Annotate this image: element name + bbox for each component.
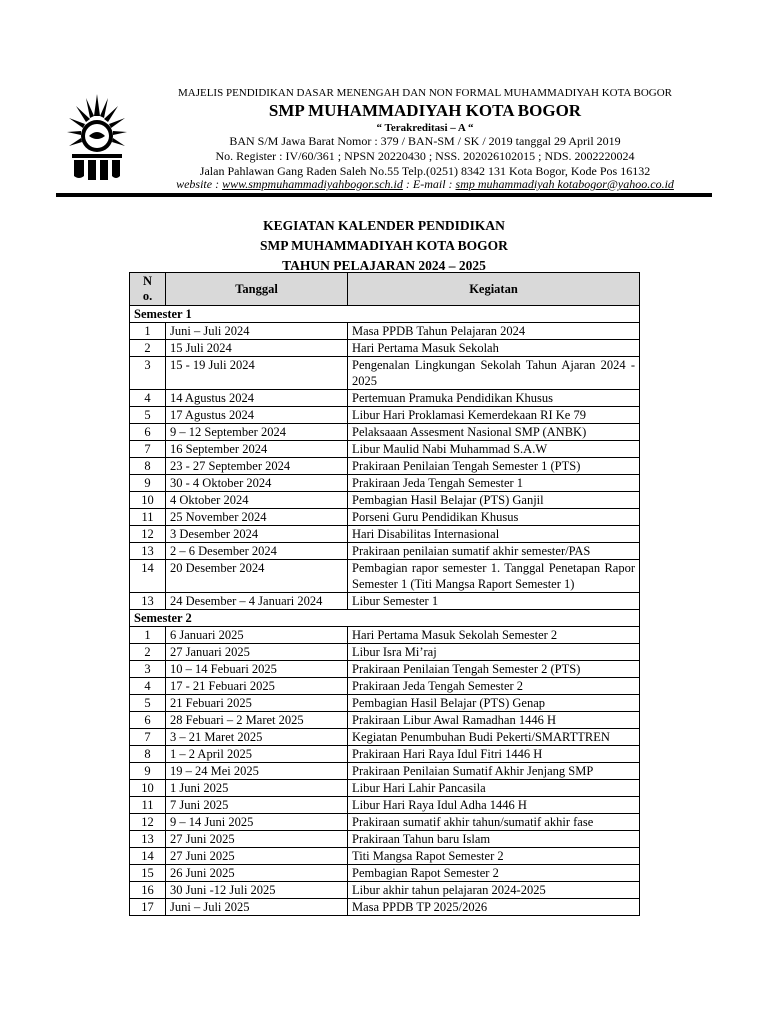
table-row [130,882,640,899]
row-number: 5 [130,695,166,712]
table-row [130,746,640,763]
row-activity: Prakiraan penilaian sumatif akhir semester/PAS [348,543,640,560]
row-number: 3 [130,357,166,390]
row-activity: Libur Hari Raya Idul Adha 1446 H [348,797,640,814]
table-row [130,865,640,882]
row-date: 28 Febuari – 2 Maret 2025 [166,712,348,729]
row-activity: Prakiraan Tahun baru Islam [348,831,640,848]
table-row [130,712,640,729]
row-date: 21 Febuari 2025 [166,695,348,712]
website-link[interactable]: www.smpmuhammadiyahbogor.sch.id [222,177,403,191]
table-row [130,814,640,831]
row-number: 11 [130,797,166,814]
contact-line [140,177,710,192]
row-activity: Libur Isra Mi’raj [348,644,640,661]
table-row [130,593,640,610]
row-activity: Hari Disabilitas Internasional [348,526,640,543]
row-number: 2 [130,644,166,661]
row-date: Juni – Juli 2024 [166,323,348,340]
row-date: 16 September 2024 [166,441,348,458]
row-activity: Libur Hari Lahir Pancasila [348,780,640,797]
table-row [130,475,640,492]
table-row [130,848,640,865]
row-activity: Pengenalan Lingkungan Sekolah Tahun Ajaran 2024 - 2025 [348,357,640,390]
column-header-date: Tanggal [166,273,348,306]
table-row [130,424,640,441]
row-number: 17 [130,899,166,916]
table-row [130,543,640,560]
row-activity: Pelaksaaan Assesment Nasional SMP (ANBK) [348,424,640,441]
table-row [130,780,640,797]
row-activity: Pertemuan Pramuka Pendidikan Khusus [348,390,640,407]
row-number: 12 [130,814,166,831]
row-date: 6 Januari 2025 [166,627,348,644]
table-row [130,509,640,526]
row-number: 15 [130,865,166,882]
table-row [130,526,640,543]
table-header-row [130,273,640,306]
table-row [130,695,640,712]
row-date: 9 – 14 Juni 2025 [166,814,348,831]
row-activity: Porseni Guru Pendidikan Khusus [348,509,640,526]
column-header-no [130,273,166,306]
row-activity: Pembagian rapor semester 1. Tanggal Penetapan Rapor Semester 1 (Titi Mangsa Raport Semester 1) [348,560,640,593]
row-date: 2 – 6 Desember 2024 [166,543,348,560]
table-body [130,306,640,916]
school-name: SMP MUHAMMADIYAH KOTA BOGOR [268,101,582,120]
row-date: 27 Juni 2025 [166,831,348,848]
row-activity: Prakiraan Hari Raya Idul Fitri 1446 H [348,746,640,763]
row-number: 11 [130,509,166,526]
row-date: 30 - 4 Oktober 2024 [166,475,348,492]
row-activity: Masa PPDB Tahun Pelajaran 2024 [348,323,640,340]
row-number: 9 [130,475,166,492]
email-label: : E-mail : [402,177,456,191]
row-date: 1 Juni 2025 [166,780,348,797]
row-activity: Pembagian Rapot Semester 2 [348,865,640,882]
row-activity: Libur akhir tahun pelajaran 2024-2025 [348,882,640,899]
row-activity: Prakiraan Penilaian Tengah Semester 2 (PTS) [348,661,640,678]
row-number: 4 [130,390,166,407]
table-row [130,458,640,475]
table-row [130,323,640,340]
table-row [130,407,640,424]
calendar-table [129,272,640,916]
row-activity: Prakiraan sumatif akhir tahun/sumatif akhir fase [348,814,640,831]
row-date: Juni – Juli 2025 [166,899,348,916]
semester-header-row [130,610,640,627]
row-activity: Prakiraan Libur Awal Ramadhan 1446 H [348,712,640,729]
row-date: 17 Agustus 2024 [166,407,348,424]
row-number: 13 [130,593,166,610]
row-activity: Kegiatan Penumbuhan Budi Pekerti/SMARTTREN [348,729,640,746]
row-date: 26 Juni 2025 [166,865,348,882]
row-number: 16 [130,882,166,899]
row-date: 19 – 24 Mei 2025 [166,763,348,780]
header-no-line1: N [142,274,153,288]
row-date: 3 Desember 2024 [166,526,348,543]
row-date: 30 Juni -12 Juli 2025 [166,882,348,899]
row-number: 9 [130,763,166,780]
row-date: 25 November 2024 [166,509,348,526]
muhammadiyah-logo-icon [66,92,128,182]
table-row [130,729,640,746]
row-activity: Masa PPDB TP 2025/2026 [348,899,640,916]
row-number: 7 [130,729,166,746]
row-number: 4 [130,678,166,695]
letterhead-divider [56,193,712,197]
document-subtitle-year: TAHUN PELAJARAN 2024 – 2025 [282,258,486,273]
organization-name: MAJELIS PENDIDIKAN DASAR MENENGAH DAN NON FORMAL MUHAMMADIYAH KOTA BOGOR [177,87,673,99]
school-address: Jalan Pahlawan Gang Raden Saleh No.55 Telp.(0251) 8342 131 Kota Bogor, Kode Pos 16132 [199,164,651,178]
row-date: 1 – 2 April 2025 [166,746,348,763]
row-date: 17 - 21 Febuari 2025 [166,678,348,695]
row-number: 1 [130,627,166,644]
row-date: 15 Juli 2024 [166,340,348,357]
table-row [130,797,640,814]
row-activity: Pembagian Hasil Belajar (PTS) Ganjil [348,492,640,509]
row-date: 4 Oktober 2024 [166,492,348,509]
website-label: website : [176,177,223,191]
ban-decree: BAN S/M Jawa Barat Nomor : 379 / BAN-SM / SK / 2019 tanggal 29 April 2019 [229,134,621,148]
table-row [130,644,640,661]
semester-header-row [130,306,640,323]
table-row [130,357,640,390]
row-activity: Hari Pertama Masuk Sekolah [348,340,640,357]
row-date: 24 Desember – 4 Januari 2024 [166,593,348,610]
row-number: 13 [130,543,166,560]
table-row [130,661,640,678]
row-date: 15 - 19 Juli 2024 [166,357,348,390]
row-number: 8 [130,746,166,763]
row-number: 14 [130,560,166,593]
row-date: 27 Juni 2025 [166,848,348,865]
row-number: 3 [130,661,166,678]
row-number: 6 [130,712,166,729]
row-activity: Pembagian Hasil Belajar (PTS) Genap [348,695,640,712]
semester-label: Semester 1 [130,306,640,323]
row-number: 13 [130,831,166,848]
row-date: 9 – 12 September 2024 [166,424,348,441]
row-activity: Prakiraan Jeda Tengah Semester 2 [348,678,640,695]
row-date: 20 Desember 2024 [166,560,348,593]
table-row [130,492,640,509]
column-header-activity: Kegiatan [348,273,640,306]
row-activity: Libur Hari Proklamasi Kemerdekaan RI Ke 79 [348,407,640,424]
table-row [130,678,640,695]
row-number: 2 [130,340,166,357]
registration-numbers: No. Register : IV/60/361 ; NPSN 20220430 ; NSS. 202026102015 ; NDS. 2002220024 [215,149,635,163]
row-activity: Prakiraan Penilaian Tengah Semester 1 (PTS) [348,458,640,475]
row-number: 12 [130,526,166,543]
row-number: 7 [130,441,166,458]
table-row [130,831,640,848]
row-date: 3 – 21 Maret 2025 [166,729,348,746]
table-row [130,441,640,458]
table-row [130,390,640,407]
row-date: 27 Januari 2025 [166,644,348,661]
row-number: 1 [130,323,166,340]
table-row [130,763,640,780]
table-row [130,560,640,593]
semester-label: Semester 2 [130,610,640,627]
row-number: 10 [130,492,166,509]
row-date: 7 Juni 2025 [166,797,348,814]
email-link[interactable]: smp muhammadiyah kotabogor@yahoo.co.id [455,177,674,191]
table-row [130,899,640,916]
row-date: 10 – 14 Febuari 2025 [166,661,348,678]
row-activity: Hari Pertama Masuk Sekolah Semester 2 [348,627,640,644]
row-date: 14 Agustus 2024 [166,390,348,407]
row-number: 10 [130,780,166,797]
row-number: 14 [130,848,166,865]
row-date: 23 - 27 September 2024 [166,458,348,475]
table-row [130,627,640,644]
row-number: 5 [130,407,166,424]
row-activity: Prakiraan Penilaian Sumatif Akhir Jenjang SMP [348,763,640,780]
table-row [130,340,640,357]
row-activity: Prakiraan Jeda Tengah Semester 1 [348,475,640,492]
document-subtitle-school: SMP MUHAMMADIYAH KOTA BOGOR [260,238,508,253]
accreditation: “ Terakreditasi – A “ [376,122,474,134]
row-number: 6 [130,424,166,441]
row-activity: Titi Mangsa Rapot Semester 2 [348,848,640,865]
document-title: KEGIATAN KALENDER PENDIDIKAN [263,218,505,233]
header-no-line2: o. [142,289,153,303]
row-activity: Libur Semester 1 [348,593,640,610]
row-activity: Libur Maulid Nabi Muhammad S.A.W [348,441,640,458]
row-number: 8 [130,458,166,475]
